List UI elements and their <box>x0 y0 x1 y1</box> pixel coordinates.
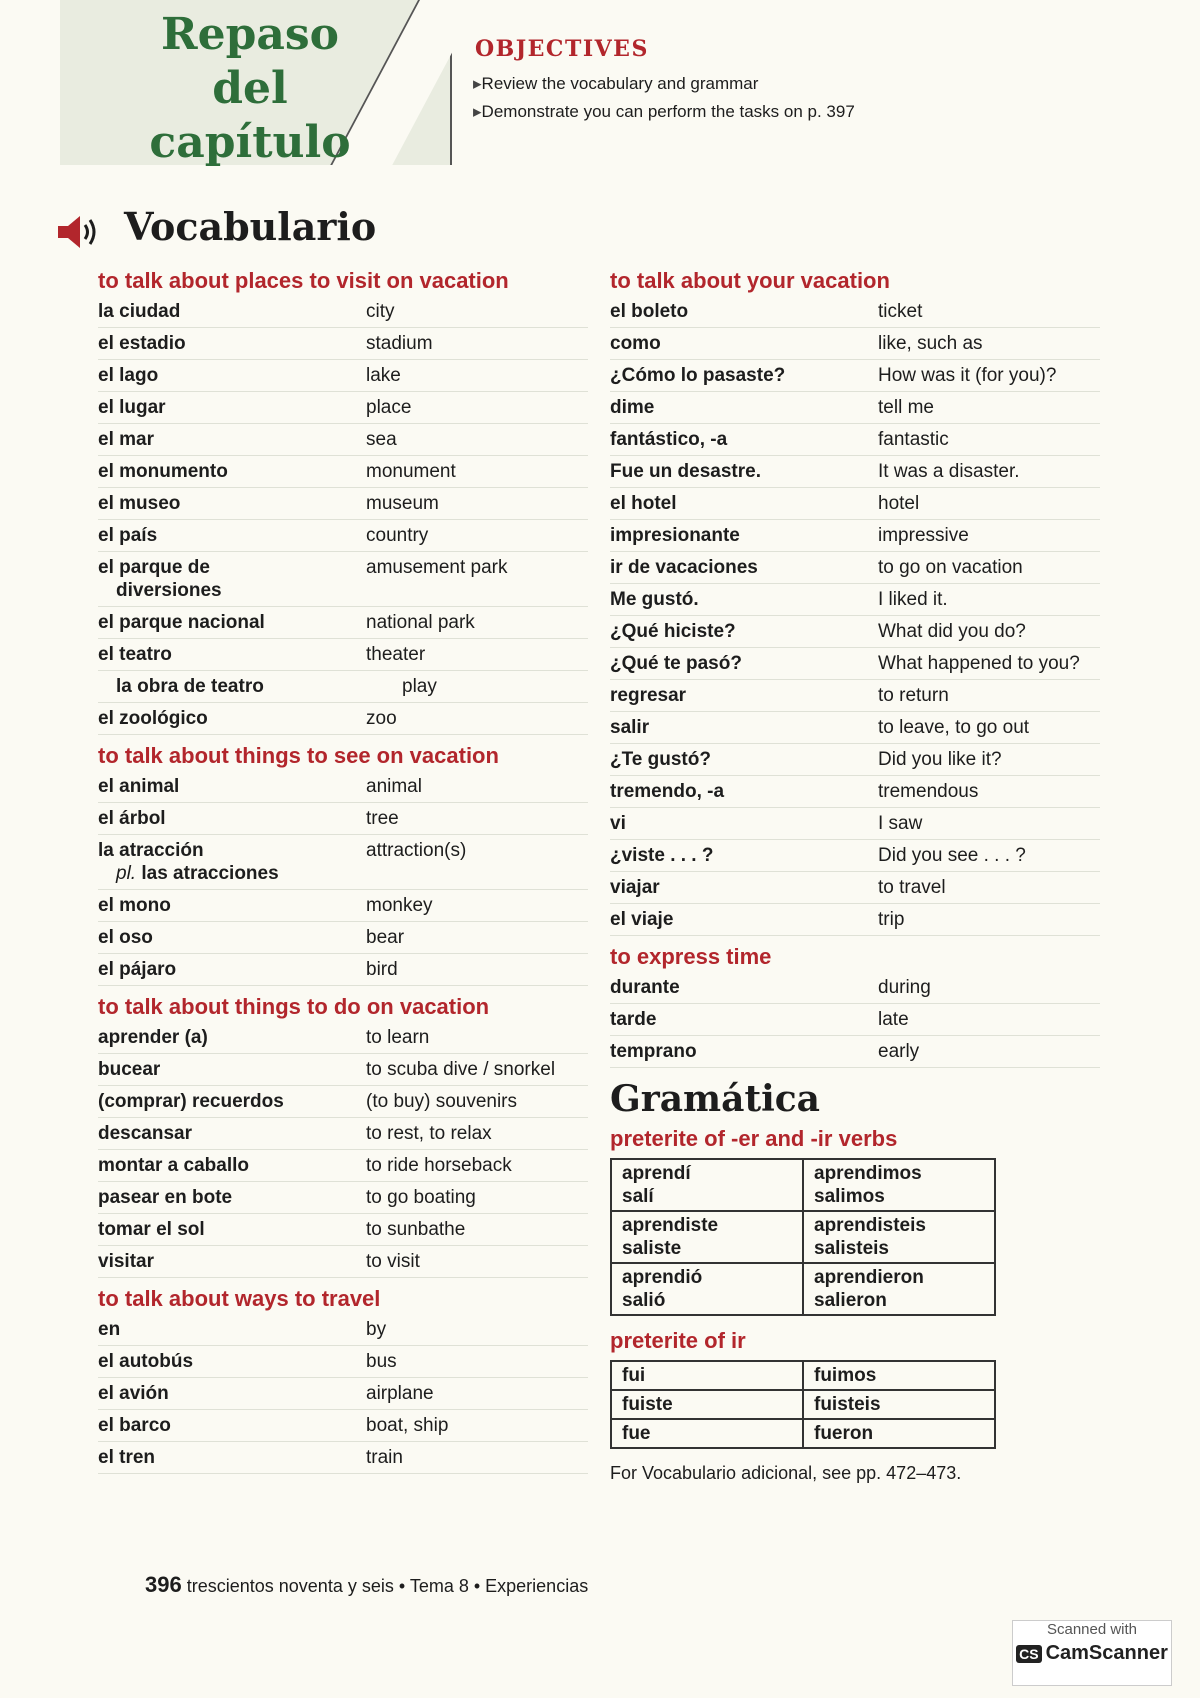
things-see-list <box>98 771 588 986</box>
spanish-term <box>98 675 384 698</box>
verb-form: fui <box>622 1365 646 1386</box>
spanish-term <box>98 894 366 917</box>
english-translation: theater <box>366 644 426 665</box>
spanish-term-text: montar a caballo <box>98 1155 249 1176</box>
spanish-term <box>610 556 878 579</box>
english-translation: monument <box>366 461 456 482</box>
conjugation-cell <box>611 1211 803 1263</box>
english-translation: Did you see . . . ? <box>878 845 1026 866</box>
spanish-term-text: el tren <box>98 1447 156 1468</box>
vocab-row <box>610 972 1100 1004</box>
verb-form: fuiste <box>622 1394 673 1415</box>
spanish-term <box>98 707 366 730</box>
vocab-row <box>98 1246 588 1278</box>
spanish-term-text: como <box>610 333 661 354</box>
vocab-row <box>98 1314 588 1346</box>
vocab-row <box>98 1346 588 1378</box>
english-translation: attraction(s) <box>366 840 467 861</box>
spanish-term <box>98 396 366 419</box>
spanish-term <box>98 1382 366 1405</box>
spanish-term <box>98 1154 366 1177</box>
spanish-term-text: el teatro <box>98 644 172 665</box>
cs-logo: CS <box>1016 1645 1041 1663</box>
camscanner-brand <box>1013 1642 1171 1665</box>
vocab-row <box>98 1442 588 1474</box>
spanish-term-text: el oso <box>98 927 153 948</box>
spanish-term-text: el pájaro <box>98 959 177 980</box>
spanish-term-text: la atracción <box>98 840 204 861</box>
spanish-term <box>610 492 878 515</box>
english-translation: train <box>366 1447 403 1468</box>
spanish-term <box>98 839 366 885</box>
vocab-row <box>610 392 1100 424</box>
english-translation: sea <box>366 429 397 450</box>
english-translation: to go on vacation <box>878 557 1023 578</box>
english-translation: stadium <box>366 333 433 354</box>
time-heading: to express time <box>610 944 772 969</box>
vocab-row <box>610 424 1100 456</box>
objective-item: ▸ Demonstrate you can perform the tasks on p. 397 <box>473 98 855 126</box>
spanish-term-text: ¿Qué hiciste? <box>610 621 736 642</box>
english-translation: early <box>878 1041 920 1062</box>
spanish-term-text: el barco <box>98 1415 171 1436</box>
english-translation: during <box>878 977 931 998</box>
spanish-term <box>610 300 878 323</box>
spanish-term-text: dime <box>610 397 655 418</box>
english-translation: to scuba dive / snorkel <box>366 1059 556 1080</box>
spanish-term <box>98 1318 366 1341</box>
english-translation: to travel <box>878 877 946 898</box>
things-do-heading: to talk about things to do on vacation <box>98 994 490 1019</box>
vocab-right-column <box>610 266 1100 1484</box>
conjugation-row <box>611 1159 995 1211</box>
travel-list <box>98 1314 588 1474</box>
spanish-term-extra: diversiones <box>116 580 222 601</box>
conjugation-row <box>611 1361 995 1390</box>
spanish-term-text: el estadio <box>98 333 186 354</box>
vocab-row <box>98 607 588 639</box>
vocab-note: For Vocabulario adicional, see pp. 472–473. <box>610 1463 962 1483</box>
verb-form: aprendisteis <box>814 1215 926 1236</box>
english-translation: tell me <box>878 397 934 418</box>
verb-form: saliste <box>622 1238 682 1259</box>
english-translation: to leave, to go out <box>878 717 1030 738</box>
travel-heading: to talk about ways to travel <box>98 1286 381 1311</box>
time-list <box>610 972 1100 1068</box>
english-translation: I liked it. <box>878 589 948 610</box>
er-ir-heading: preterite of -er and -ir verbs <box>610 1126 898 1151</box>
spanish-term-extra: las atracciones <box>141 863 279 884</box>
spanish-term-text: la obra de teatro <box>116 676 264 697</box>
english-translation: amusement park <box>366 557 508 578</box>
english-translation: bus <box>366 1351 397 1372</box>
english-translation: tree <box>366 808 399 829</box>
spanish-term <box>98 1446 366 1469</box>
verb-form: aprendiste <box>622 1215 719 1236</box>
objective-item: ▸ Review the vocabulary and grammar <box>473 70 855 98</box>
spanish-term <box>610 396 878 419</box>
spanish-term <box>98 775 366 798</box>
conjugation-cell <box>803 1159 995 1211</box>
english-translation: like, such as <box>878 333 983 354</box>
english-translation: hotel <box>878 493 920 514</box>
conjugation-cell <box>803 1263 995 1315</box>
vocab-row <box>610 872 1100 904</box>
camscanner-badge <box>1012 1620 1172 1686</box>
spanish-term-text: el boleto <box>610 301 689 322</box>
vocab-row <box>98 424 588 456</box>
conjugation-row <box>611 1390 995 1419</box>
vocab-row <box>610 1036 1100 1068</box>
spanish-term <box>98 300 366 323</box>
english-translation: (to buy) souvenirs <box>366 1091 518 1112</box>
vocab-row <box>610 552 1100 584</box>
your-vacation-heading: to talk about your vacation <box>610 268 890 293</box>
places-list <box>98 296 588 735</box>
spanish-term-text: impresionante <box>610 525 740 546</box>
spanish-term <box>98 460 366 483</box>
vocab-row <box>98 703 588 735</box>
spanish-term <box>610 908 878 931</box>
spanish-term <box>98 1414 366 1437</box>
english-translation: animal <box>366 776 422 797</box>
vocab-row <box>610 456 1100 488</box>
english-translation: national park <box>366 612 475 633</box>
spanish-term <box>98 1090 366 1113</box>
english-translation: How was it (for you)? <box>878 365 1057 386</box>
spanish-term-text: el parque de <box>98 557 210 578</box>
spanish-term <box>610 524 878 547</box>
verb-form: aprendieron <box>814 1267 924 1288</box>
objectives-title: OBJECTIVES <box>475 36 649 62</box>
spanish-term <box>610 620 878 643</box>
spanish-term <box>610 748 878 771</box>
page-title <box>120 8 380 170</box>
english-translation: I saw <box>878 813 923 834</box>
vocab-row <box>98 360 588 392</box>
spanish-term <box>98 332 366 355</box>
english-translation: impressive <box>878 525 969 546</box>
vocab-row <box>98 552 588 607</box>
spanish-term <box>98 1058 366 1081</box>
vocab-row <box>98 1022 588 1054</box>
vocab-row <box>98 671 588 703</box>
spanish-term <box>610 976 878 999</box>
vocab-row <box>610 808 1100 840</box>
spanish-term <box>610 844 878 867</box>
spanish-term-text: el lago <box>98 365 159 386</box>
verb-form: fue <box>622 1423 651 1444</box>
english-translation: monkey <box>366 895 433 916</box>
spanish-term <box>98 364 366 387</box>
conjugation-cell <box>803 1419 995 1448</box>
vocab-row <box>610 840 1100 872</box>
scanned-with-text: Scanned with <box>1046 1621 1138 1638</box>
conjugation-cell <box>611 1159 803 1211</box>
spanish-term-text: ¿viste . . . ? <box>610 845 714 866</box>
vocab-row <box>98 328 588 360</box>
spanish-term-text: el viaje <box>610 909 674 930</box>
vocab-row <box>98 1182 588 1214</box>
spanish-term-text: el museo <box>98 493 181 514</box>
verb-form: fuimos <box>814 1365 877 1386</box>
conjugation-row <box>611 1263 995 1315</box>
spanish-term-text: el animal <box>98 776 180 797</box>
english-translation: by <box>366 1319 387 1340</box>
spanish-term-text: vi <box>610 813 626 834</box>
ir-heading: preterite of ir <box>610 1328 746 1353</box>
spanish-term-text: salir <box>610 717 650 738</box>
camscanner-name: CamScanner <box>1045 1642 1168 1664</box>
spanish-term-text: regresar <box>610 685 687 706</box>
spanish-term-text: ¿Qué te pasó? <box>610 653 742 674</box>
conjugation-cell <box>611 1419 803 1448</box>
spanish-term <box>98 958 366 981</box>
conjugation-row <box>611 1211 995 1263</box>
english-translation: to visit <box>366 1251 420 1272</box>
vocab-row <box>98 1054 588 1086</box>
conjugation-cell <box>611 1390 803 1419</box>
spanish-term <box>98 807 366 830</box>
vocab-row <box>610 648 1100 680</box>
spanish-term-continued <box>98 579 366 602</box>
plural-label: pl. <box>116 863 137 884</box>
spanish-term-text: en <box>98 1319 121 1340</box>
vocab-row <box>98 1214 588 1246</box>
vocab-row <box>98 1086 588 1118</box>
spanish-term-text: ¿Cómo lo pasaste? <box>610 365 786 386</box>
places-heading: to talk about places to visit on vacation <box>98 268 509 293</box>
verb-form: aprendimos <box>814 1163 922 1184</box>
english-translation: lake <box>366 365 401 386</box>
english-translation: bird <box>366 959 398 980</box>
vocab-row <box>610 680 1100 712</box>
spanish-term <box>98 492 366 515</box>
spanish-term-text: Fue un desastre. <box>610 461 761 482</box>
spanish-term-text: durante <box>610 977 680 998</box>
english-translation: ticket <box>878 301 923 322</box>
spanish-term <box>610 1040 878 1063</box>
spanish-term <box>610 460 878 483</box>
things-see-heading: to talk about things to see on vacation <box>98 743 499 768</box>
spanish-term-text: la ciudad <box>98 301 181 322</box>
spanish-term <box>610 812 878 835</box>
vocab-row <box>98 954 588 986</box>
footer-text: trescientos noventa y seis • Tema 8 • Experiencias <box>186 1576 589 1596</box>
conjugation-cell <box>803 1361 995 1390</box>
vocab-row <box>98 922 588 954</box>
spanish-term-text: el lugar <box>98 397 166 418</box>
spanish-term <box>610 364 878 387</box>
verb-form: salieron <box>814 1290 887 1311</box>
spanish-term-text: viajar <box>610 877 660 898</box>
page-number: 396 <box>145 1572 182 1597</box>
spanish-term-text: (comprar) recuerdos <box>98 1091 284 1112</box>
objectives-list <box>473 70 855 126</box>
english-translation: to learn <box>366 1027 430 1048</box>
speaker-icon[interactable] <box>56 212 102 252</box>
spanish-term-text: tremendo, -a <box>610 781 725 802</box>
spanish-term-text: tarde <box>610 1009 657 1030</box>
spanish-term <box>98 1186 366 1209</box>
vocab-row <box>610 1004 1100 1036</box>
vocab-row <box>98 835 588 890</box>
vocab-row <box>610 616 1100 648</box>
spanish-term <box>610 332 878 355</box>
gramatica-title: Gramática <box>610 1078 821 1120</box>
verb-form: salimos <box>814 1186 885 1207</box>
english-translation: to rest, to relax <box>366 1123 492 1144</box>
vocab-row <box>610 584 1100 616</box>
verb-form: aprendí <box>622 1163 691 1184</box>
english-translation: city <box>366 301 395 322</box>
english-translation: late <box>878 1009 909 1030</box>
spanish-term <box>98 1218 366 1241</box>
spanish-term <box>98 611 366 634</box>
spanish-term-text: ¿Te gustó? <box>610 749 711 770</box>
vocab-row <box>610 712 1100 744</box>
spanish-term-text: pasear en bote <box>98 1187 233 1208</box>
english-translation: play <box>402 676 437 697</box>
spanish-term <box>98 556 366 602</box>
english-translation: to return <box>878 685 949 706</box>
spanish-term-text: bucear <box>98 1059 161 1080</box>
vocab-row <box>610 744 1100 776</box>
spanish-term-text: fantástico, -a <box>610 429 728 450</box>
vocab-row <box>98 456 588 488</box>
english-translation: country <box>366 525 429 546</box>
spanish-term-text: el autobús <box>98 1351 194 1372</box>
spanish-term-text: Me gustó. <box>610 589 699 610</box>
spanish-term-text: el país <box>98 525 158 546</box>
english-translation: airplane <box>366 1383 434 1404</box>
conjugation-cell <box>803 1390 995 1419</box>
spanish-term <box>610 652 878 675</box>
your-vacation-list <box>610 296 1100 936</box>
title-line-2: capítulo <box>149 117 351 168</box>
english-translation: bear <box>366 927 405 948</box>
spanish-term <box>610 876 878 899</box>
vocab-row <box>98 1378 588 1410</box>
spanish-term-text: el mar <box>98 429 154 450</box>
vocab-row <box>610 296 1100 328</box>
page-footer <box>145 1572 588 1598</box>
spanish-term <box>98 1026 366 1049</box>
english-translation: zoo <box>366 708 397 729</box>
conjugation-row <box>611 1419 995 1448</box>
vocab-row <box>610 488 1100 520</box>
verb-form: aprendió <box>622 1267 703 1288</box>
english-translation: What happened to you? <box>878 653 1080 674</box>
english-translation: to ride horseback <box>366 1155 512 1176</box>
spanish-term-text: ir de vacaciones <box>610 557 758 578</box>
vocab-row <box>98 296 588 328</box>
er-ir-conjugation-table <box>610 1158 996 1316</box>
english-translation: place <box>366 397 412 418</box>
spanish-term-continued <box>98 862 366 885</box>
verb-form: salió <box>622 1290 666 1311</box>
vocab-row <box>610 328 1100 360</box>
spanish-term <box>98 1350 366 1373</box>
english-translation: museum <box>366 493 439 514</box>
english-translation: It was a disaster. <box>878 461 1020 482</box>
vocab-row <box>98 1118 588 1150</box>
english-translation: trip <box>878 909 905 930</box>
english-translation: Did you like it? <box>878 749 1002 770</box>
spanish-term-text: visitar <box>98 1251 154 1272</box>
things-do-list <box>98 1022 588 1278</box>
title-line-1: Repaso del <box>161 9 339 114</box>
spanish-term-text: el árbol <box>98 808 166 829</box>
english-translation: What did you do? <box>878 621 1026 642</box>
spanish-term-text: temprano <box>610 1041 697 1062</box>
english-translation: to sunbathe <box>366 1219 466 1240</box>
vocab-row <box>98 1410 588 1442</box>
spanish-term <box>98 1250 366 1273</box>
spanish-term-text: descansar <box>98 1123 193 1144</box>
spanish-term <box>610 1008 878 1031</box>
english-translation: fantastic <box>878 429 949 450</box>
spanish-term-text: el parque nacional <box>98 612 265 633</box>
ir-conjugation-table <box>610 1360 996 1449</box>
spanish-term <box>610 684 878 707</box>
spanish-term <box>98 428 366 451</box>
vocab-left-column <box>98 266 588 1474</box>
spanish-term-text: el hotel <box>610 493 677 514</box>
english-translation: boat, ship <box>366 1415 449 1436</box>
verb-form: salí <box>622 1186 654 1207</box>
vocab-row <box>610 520 1100 552</box>
spanish-term-text: el monumento <box>98 461 228 482</box>
vocab-row <box>98 392 588 424</box>
vocab-row <box>610 776 1100 808</box>
spanish-term-text: el zoológico <box>98 708 208 729</box>
spanish-term-text: el avión <box>98 1383 169 1404</box>
spanish-term <box>610 428 878 451</box>
vocab-row <box>98 488 588 520</box>
spanish-term <box>610 588 878 611</box>
vocabulario-title: Vocabulario <box>124 204 377 249</box>
vocab-row <box>98 639 588 671</box>
english-translation: tremendous <box>878 781 979 802</box>
vocab-row <box>98 520 588 552</box>
spanish-term-text: tomar el sol <box>98 1219 205 1240</box>
english-translation: to go boating <box>366 1187 476 1208</box>
vocab-row <box>98 890 588 922</box>
conjugation-cell <box>611 1361 803 1390</box>
verb-form: fueron <box>814 1423 874 1444</box>
spanish-term <box>98 926 366 949</box>
verb-form: salisteis <box>814 1238 889 1259</box>
vocab-row <box>98 1150 588 1182</box>
spanish-term <box>610 716 878 739</box>
vocab-row <box>98 771 588 803</box>
vocab-row <box>98 803 588 835</box>
conjugation-cell <box>803 1211 995 1263</box>
spanish-term <box>98 524 366 547</box>
vocab-row <box>610 360 1100 392</box>
spanish-term <box>98 1122 366 1145</box>
spanish-term-text: aprender (a) <box>98 1027 208 1048</box>
spanish-term <box>98 643 366 666</box>
conjugation-cell <box>611 1263 803 1315</box>
spanish-term <box>610 780 878 803</box>
vocab-row <box>610 904 1100 936</box>
spanish-term-text: el mono <box>98 895 171 916</box>
verb-form: fuisteis <box>814 1394 881 1415</box>
